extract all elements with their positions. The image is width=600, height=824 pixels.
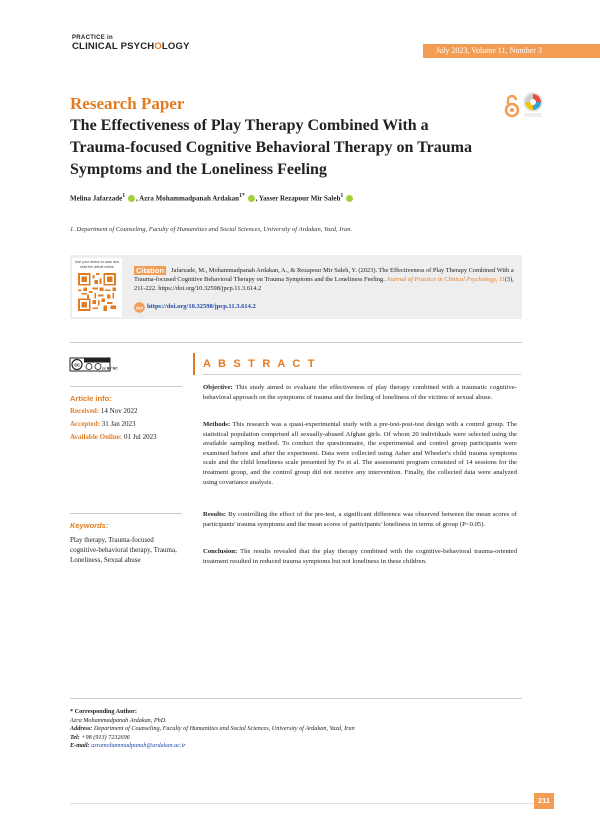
svg-text:doi: doi bbox=[136, 305, 143, 311]
received-date: Received: 14 Nov 2022 bbox=[70, 407, 138, 415]
divider bbox=[70, 698, 522, 699]
citation-text: Jafarzade, M., Mohammadpanah Ardakan, A., & Rezapour Mir Saleh, Y. (2023). The Effectiveness of Play Therapy Combined With a Trauma-focused Cognitive Behavioral Therapy on Trauma Symptoms and the Loneliness Feeling. Journal of Practice in Clinical Psychology, 11(3), 211-222. https://doi.org/10.32598/jpcp.11.3.614.2 bbox=[134, 267, 514, 293]
author-list: Melina Jafarzade$^1$ , Azra Mohammadpanah Ardakan$^{1*}$ , Yasser Rezapour Mir Saleh$^1$ bbox=[70, 193, 550, 202]
paper-type: Research Paper bbox=[70, 94, 185, 113]
divider bbox=[70, 513, 182, 514]
qr-caption: Use your device to scan and read the article online bbox=[74, 260, 120, 269]
author-name[interactable]: Melina Jafarzade bbox=[70, 194, 123, 203]
accepted-date: Accepted: 31 Jan 2023 bbox=[70, 420, 136, 428]
citation-label: Citation bbox=[136, 266, 164, 275]
doi-link[interactable]: https://doi.org/10.32598/jpcp.11.3.614.2 bbox=[147, 303, 256, 310]
abstract-title: A B S T R A C T bbox=[203, 358, 317, 370]
issue-info: July 2023, Volume 11, Number 3 bbox=[436, 46, 542, 55]
author-name[interactable]: Azra Mohammadpanah Ardakan bbox=[139, 194, 240, 203]
page-number: 211 bbox=[537, 796, 551, 805]
cc-license-icon[interactable] bbox=[70, 358, 118, 371]
abstract-results: Results: By controlling the effect of the pre-test, a significant difference was observed between the mean scores of participants' trauma symptoms and the mean scores of participants' loneliness in terms of group (P<0.05). bbox=[203, 511, 517, 528]
paper-title: The Effectiveness of Play Therapy Combined With a Trauma-focused Cognitive Behavioral Therapy on Trauma Symptoms and the Loneliness Feeling bbox=[70, 117, 472, 178]
abstract-bar-icon bbox=[193, 353, 199, 375]
doi-icon bbox=[134, 302, 145, 313]
abstract-objective: Objective: This study aimed to evaluate the effectiveness of play therapy combined with a traumatic cognitive-behavioral approach on the symptoms of trauma and the feeling of loneliness of the victims of sexual abuse. bbox=[203, 384, 517, 401]
open-access-icon bbox=[502, 94, 522, 118]
orcid-icon[interactable] bbox=[128, 195, 135, 202]
online-date: Available Online: 01 Jul 2023 bbox=[70, 433, 157, 441]
license-text: cc BY NC bbox=[102, 366, 118, 371]
orcid-icon[interactable] bbox=[346, 195, 353, 202]
affiliation: 1. Department of Counseling, Faculty of Humanities and Social Sciences, University of Ardakan, Yazd, Iran. bbox=[70, 226, 353, 233]
journal-name-line1: PRACTICE in bbox=[72, 35, 113, 41]
crossmark-icon[interactable] bbox=[522, 92, 544, 120]
qr-code-icon[interactable] bbox=[78, 273, 116, 311]
author-name[interactable]: Yasser Rezapour Mir Saleh bbox=[258, 194, 341, 203]
divider bbox=[70, 342, 522, 343]
abstract-conclusion: Conclusion: The results revealed that the play therapy combined with the cognitive-behavioral trauma-oriented treatment resulted in reduced trauma symptoms but not loneliness in these children. bbox=[203, 548, 517, 565]
journal-name: CLINICAL PSYCHOLOGY bbox=[72, 41, 190, 52]
divider bbox=[203, 374, 521, 375]
footer-line bbox=[70, 803, 534, 804]
email-link[interactable]: azramohammadpanah@ardakan.ac.ir bbox=[91, 742, 186, 750]
corresponding-author: * Corresponding Author: Azra Mohammadpanah Ardakan, PhD. Address: Department of Counseling, Faculty of Humanities and Social Sciences, University of Ardakan, Yazd, Iran Tel: +98 (913) 7232696 E-mail: azramohammadpanah@ardakan.ac.ir bbox=[70, 708, 355, 750]
article-info-title: Article info: bbox=[70, 394, 112, 403]
keywords-title: Keywords: bbox=[70, 521, 109, 530]
abstract-methods: Methods: This research was a quasi-experimental study with a pre-test-post-test design with a control group. The statistical population comprised all sexually-abused Afghan girls. Of whom 20 individuals were selected using the available sampling method. To conduct the questionnaire, the experimental and control group participants were examined before and after the experiment. Data were collected using Asher and Wheeler's child trauma symptoms scale and the child loneliness scale presented by Fo et al. The assessment program consisted of 14 sessions for the treatment group, and the control group did not receive any intervention. Finally, the collected data were analyzed using covariance analysis. bbox=[203, 421, 517, 486]
keywords: Play therapy, Trauma-focused cognitive-behavioral therapy, Trauma, Loneliness, Sexual abuse bbox=[70, 536, 177, 564]
orcid-icon[interactable] bbox=[248, 195, 255, 202]
divider bbox=[70, 386, 182, 387]
svg-text:cc: cc bbox=[74, 362, 80, 369]
